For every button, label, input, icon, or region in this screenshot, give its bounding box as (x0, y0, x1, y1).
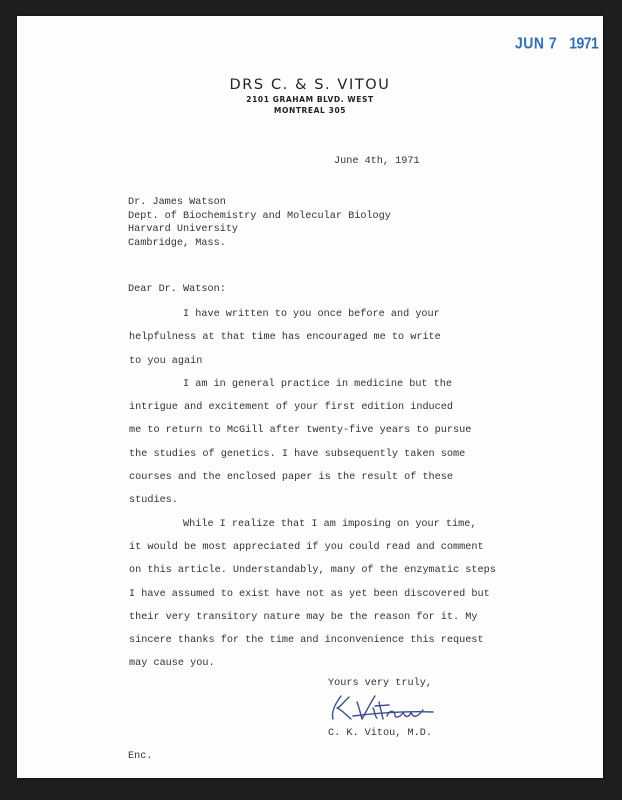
closing: Yours very truly, (328, 678, 432, 689)
handwritten-signature (327, 692, 437, 722)
stamp-year: 1971 (569, 33, 599, 53)
enclosure-note: Enc. (128, 751, 153, 762)
body-line: helpfulness at that time has encouraged me to write (129, 332, 441, 344)
body-line: courses and the enclosed paper is the result of these (129, 472, 454, 484)
letterhead-address-line2: MONTREAL 305 (273, 106, 347, 115)
body-line: I have written to you once before and your (183, 309, 440, 320)
stamp-date: JUN 7 (515, 33, 558, 53)
letter-page (17, 16, 603, 778)
body-line: it would be most appreciated if you could read and comment (129, 541, 484, 553)
body-line: intrigue and excitement of your first edition induced (129, 402, 454, 414)
recipient-line: Dr. James Watson (128, 197, 226, 208)
body-line: sincere thanks for the time and inconvenience this request (129, 635, 484, 647)
letterhead (17, 77, 603, 116)
body-line: While I realize that I am imposing on your time, (183, 518, 477, 530)
recipient-line: Dept. of Biochemistry and Molecular Biology (128, 210, 391, 222)
recipient-line: Harvard University (128, 224, 239, 235)
body-line: studies. (129, 495, 178, 507)
letterhead-address-line1: 2101 GRAHAM BLVD. WEST (246, 95, 374, 104)
signer-name: C. K. Vitou, M.D. (328, 728, 432, 739)
body-line: on this article. Understandably, many of the enzymatic steps (129, 565, 496, 577)
body-line: me to return to McGill after twenty-five years to pursue (129, 425, 472, 437)
body-line: to you again (129, 355, 203, 367)
recipient-address (128, 196, 391, 250)
body-line: their very transitory nature may be the reason for it. My (129, 611, 478, 623)
body-line: I have assumed to exist have not as yet been discovered but (129, 588, 490, 600)
letterhead-name: DRS C. & S. VITOU (229, 77, 391, 93)
letter-body (129, 303, 496, 676)
body-line: may cause you. (129, 658, 215, 670)
body-line: I am in general practice in medicine but the (183, 378, 452, 390)
letter-date: June 4th, 1971 (334, 156, 420, 167)
recipient-line: Cambridge, Mass. (128, 237, 226, 249)
salutation: Dear Dr. Watson: (128, 284, 226, 295)
received-date-stamp (515, 34, 598, 52)
body-line: the studies of genetics. I have subsequently taken some (129, 448, 466, 460)
